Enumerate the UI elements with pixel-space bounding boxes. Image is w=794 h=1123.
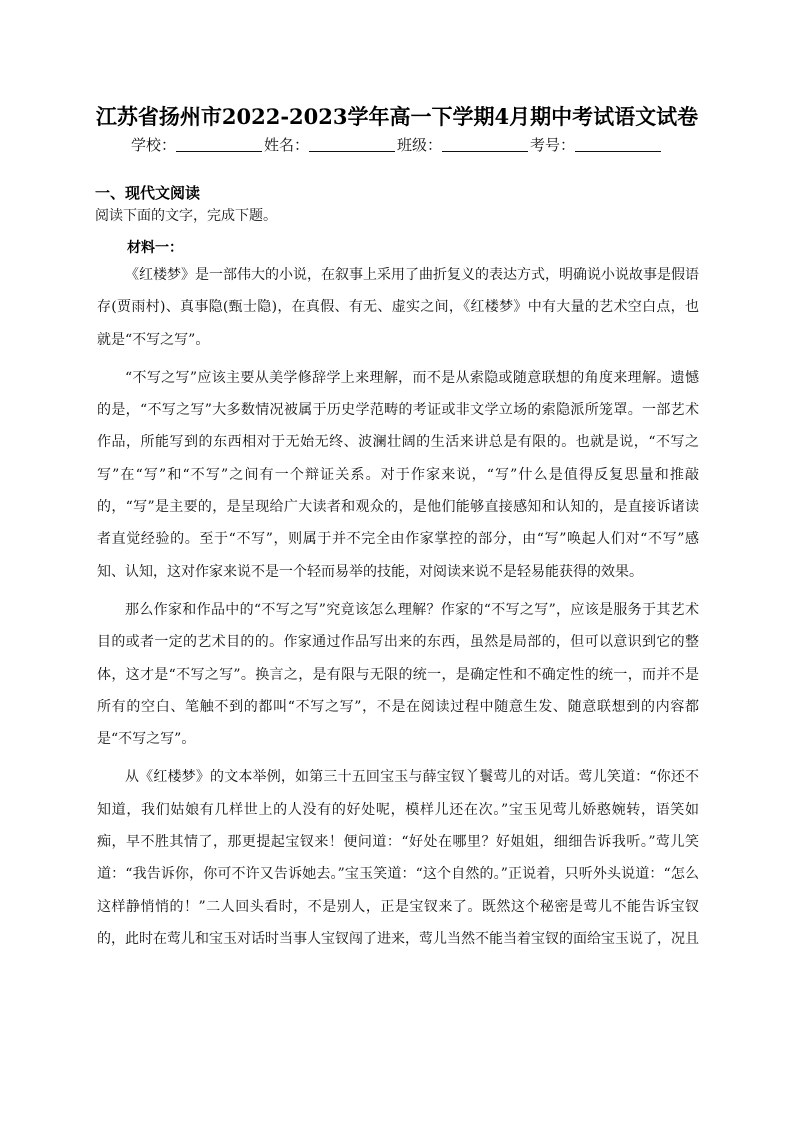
- class-blank: [442, 137, 528, 152]
- class-label: 班级：: [397, 136, 443, 154]
- section-heading: 一、现代文阅读: [95, 184, 201, 202]
- exam-number-blank: [575, 137, 661, 152]
- paragraph: 从《红楼梦》的文本举例，如第三十五回宝玉与薛宝钗丫鬟莺儿的对话。莺儿笑道：“你还不知道，我们姑娘有几样世上的人没有的好处呢，模样儿还在次。”宝玉见莺儿娇憨婉转，语笑如痴，早不胜其情了，那更提起宝钗来！便问道：“好处在哪里？好姐姐，细细告诉我听。”莺儿笑道：“我告诉你，你可不许又告诉她去。”宝玉笑道：“这个自然的。”正说着，只听外头说道：“怎么这样静悄悄的！”二人回头看时，不是别人，正是宝钗来了。既然这个秘密是莺儿不能告诉宝钗的，此时在莺儿和宝玉对话时当事人宝钗闯了进来，莺儿当然不能当着宝钗的面给宝玉说了，况且: [97, 769, 699, 947]
- material-label: 材料一：: [127, 240, 183, 256]
- name-blank: [309, 137, 395, 152]
- paragraph: 《红楼梦》是一部伟大的小说，在叙事上采用了曲折复义的表达方式，明确说小说故事是假语存(贾雨村)、真事隐(甄士隐)，在真假、有无、虚实之间，《红楼梦》中有大量的艺术空白点，也就是“不写之写”。: [97, 267, 699, 348]
- student-info-line: [0, 134, 794, 155]
- paragraph: 那么作家和作品中的“不写之写”究竟该怎么理解？作家的“不写之写”，应该是服务于其艺术目的或者一定的艺术目的的。作家通过作品写出来的东西，虽然是局部的，但可以意识到它的整体，这才是“不写之写”。换言之，是有限与无限的统一，是确定性和不确定性的统一，而并不是所有的空白、笔触不到的都叫“不写之写”，不是在阅读过程中随意生发、随意联想到的内容都是“不写之写”。: [97, 601, 699, 748]
- school-blank: [176, 137, 262, 152]
- reading-instruction: 阅读下面的文字，完成下题。: [95, 208, 277, 224]
- name-label: 姓名：: [263, 136, 309, 154]
- exam-number-label: 考号：: [530, 136, 576, 154]
- paragraph: “不写之写”应该主要从美学修辞学上来理解，而不是从索隐或随意联想的角度来理解。遗憾的是，“不写之写”大多数情况被属于历史学范畴的考证或非文学立场的索隐派所笼罩。一部艺术作品，所能写到的东西相对于无始无终、波澜壮阔的生活来讲总是有限的。也就是说，“不写之写”在“写”和“不写”之间有一个辩证关系。对于作家来说，“写”什么是值得反复思量和推敲的，“写”是主要的，是呈现给广大读者和观众的，是他们能够直接感知和认知的，是直接诉诸读者直觉经验的。至于“不写”，则属于并不完全由作家掌控的部分，由“写”唤起人们对“不写”感知、认知，这对作家来说不是一个轻而易举的技能，对阅读来说不是轻易能获得的效果。: [97, 369, 699, 580]
- document-title: 江苏省扬州市2022-2023学年高一下学期4月期中考试语文试卷: [95, 104, 699, 129]
- passage-body: [97, 259, 699, 955]
- school-label: 学校：: [130, 136, 176, 154]
